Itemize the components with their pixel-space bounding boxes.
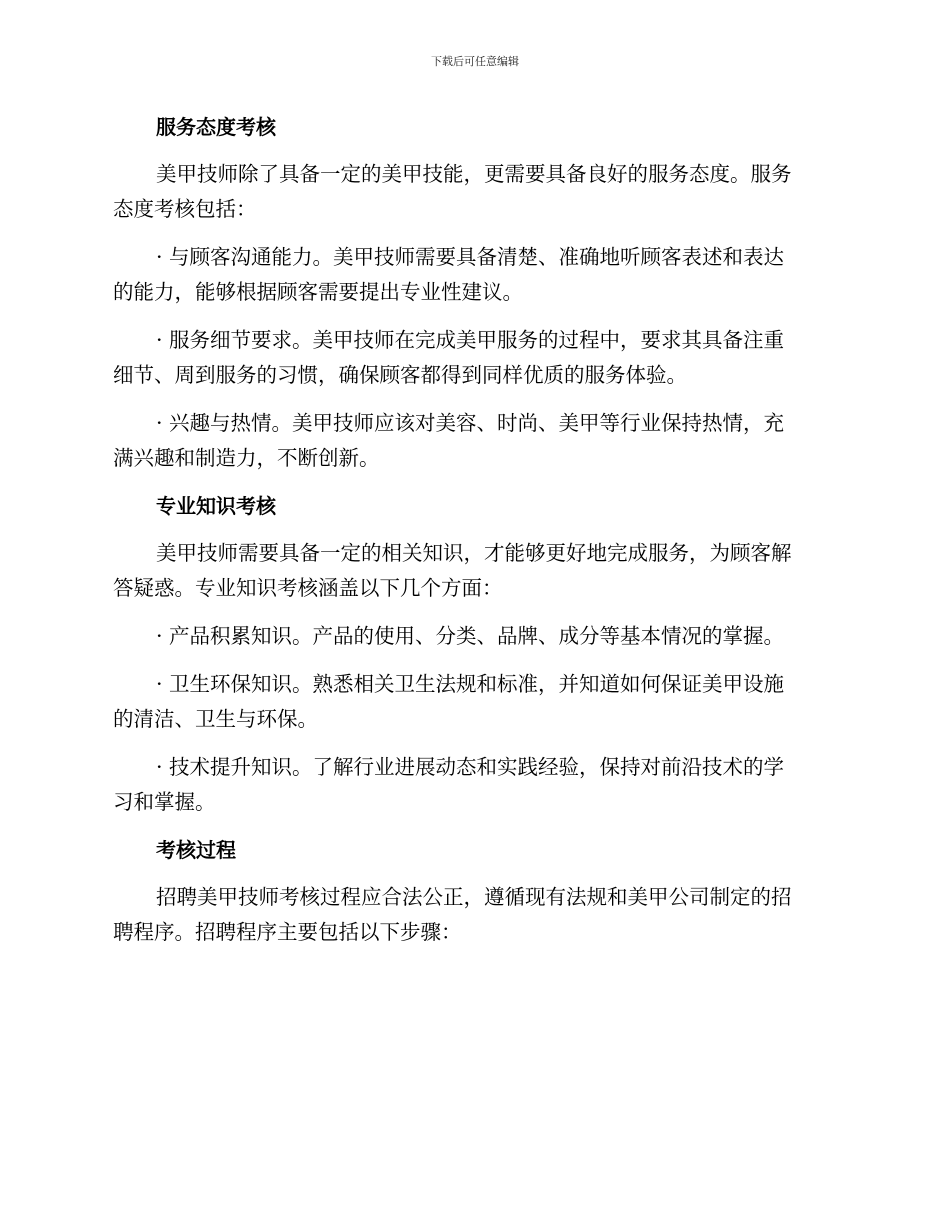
bullet-paragraph: · 与顾客沟通能力。美甲技师需要具备清楚、准确地听顾客表述和表达 的能力，能够根据顾客需要提出专业性建议。 <box>113 245 785 304</box>
section-assessment-process <box>113 833 835 950</box>
paragraph: 招聘美甲技师考核过程应合法公正，遵循现有法规和美甲公司制定的招 聘程序。招聘程序主要包括以下步骤： <box>113 885 792 944</box>
paragraph: 美甲技师除了具备一定的美甲技能，更需要具备良好的服务态度。服务 态度考核包括： <box>113 162 792 221</box>
bullet-paragraph: · 产品积累知识。产品的使用、分类、品牌、成分等基本情况的掌握。 <box>156 624 785 648</box>
running-header: 下载后可任意编辑 <box>431 55 519 68</box>
paragraph: 美甲技师需要具备一定的相关知识，才能够更好地完成服务，为顾客解 答疑惑。专业知识考核涵盖以下几个方面： <box>113 541 792 600</box>
section-service-attitude <box>113 110 835 476</box>
section-professional-knowledge <box>113 489 835 820</box>
section-title: 考核过程 <box>156 838 236 862</box>
bullet-paragraph: · 服务细节要求。美甲技师在完成美甲服务的过程中，要求其具备注重 细节、周到服务的习惯，确保顾客都得到同样优质的服务体验。 <box>113 328 785 387</box>
bullet-paragraph: · 兴趣与热情。美甲技师应该对美容、时尚、美甲等行业保持热情，充 满兴趣和制造力，不断创新。 <box>113 411 785 470</box>
bullet-paragraph: · 卫生环保知识。熟悉相关卫生法规和标准，并知道如何保证美甲设施 的清洁、卫生与环保。 <box>113 672 785 731</box>
bullet-paragraph: · 技术提升知识。了解行业进展动态和实践经验，保持对前沿技术的学 习和掌握。 <box>113 755 785 814</box>
document-body <box>113 110 835 963</box>
section-title: 专业知识考核 <box>156 494 276 518</box>
section-title: 服务态度考核 <box>156 115 276 139</box>
